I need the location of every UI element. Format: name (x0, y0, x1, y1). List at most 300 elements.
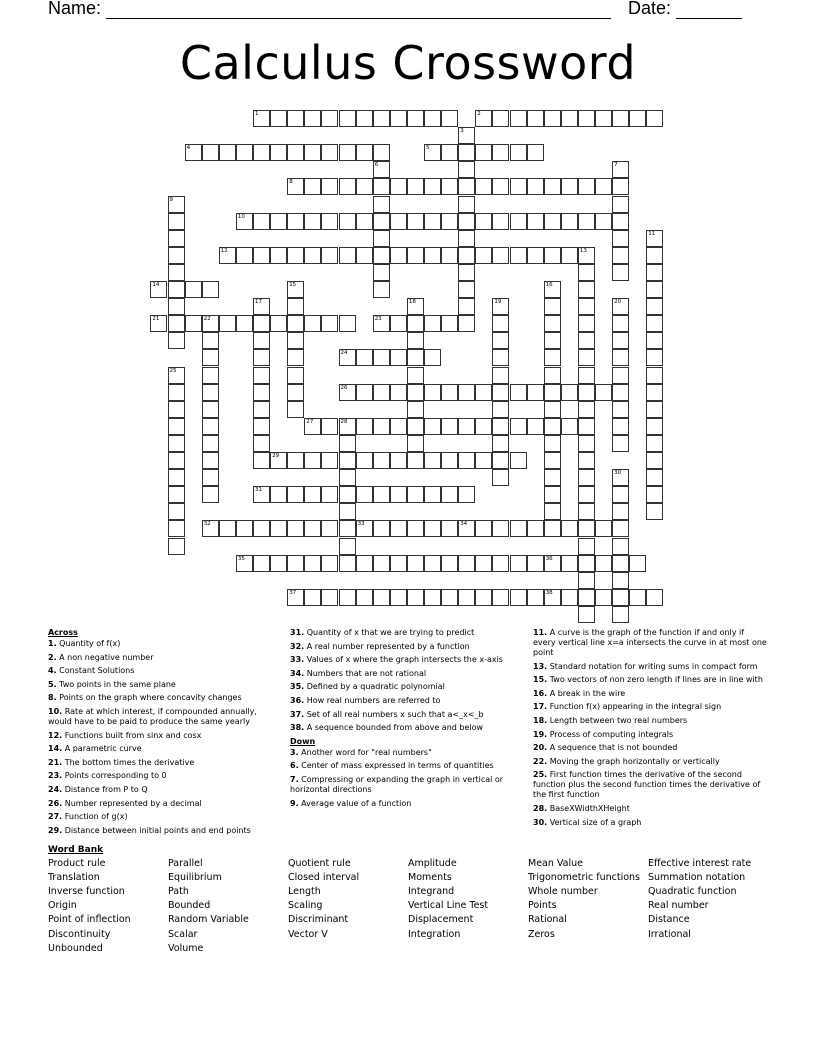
crossword-cell[interactable] (544, 384, 561, 401)
crossword-cell[interactable] (544, 401, 561, 418)
crossword-cell[interactable] (578, 418, 595, 435)
crossword-cell[interactable] (646, 469, 663, 486)
crossword-cell[interactable] (475, 589, 492, 606)
crossword-cell[interactable] (304, 247, 321, 264)
crossword-cell[interactable] (287, 384, 304, 401)
crossword-cell[interactable] (373, 349, 390, 366)
crossword-cell[interactable] (304, 418, 321, 435)
crossword-cell[interactable] (612, 298, 629, 315)
crossword-cell[interactable] (339, 178, 356, 195)
crossword-cell[interactable] (527, 213, 544, 230)
crossword-cell[interactable] (578, 520, 595, 537)
crossword-cell[interactable] (270, 213, 287, 230)
crossword-cell[interactable] (492, 315, 509, 332)
crossword-cell[interactable] (492, 589, 509, 606)
crossword-cell[interactable] (202, 452, 219, 469)
crossword-cell[interactable] (373, 264, 390, 281)
crossword-cell[interactable] (527, 555, 544, 572)
crossword-cell[interactable] (253, 435, 270, 452)
crossword-cell[interactable] (527, 178, 544, 195)
crossword-cell[interactable] (373, 315, 390, 332)
crossword-cell[interactable] (407, 435, 424, 452)
crossword-cell[interactable] (356, 144, 373, 161)
crossword-cell[interactable] (253, 213, 270, 230)
crossword-cell[interactable] (424, 110, 441, 127)
crossword-cell[interactable] (441, 144, 458, 161)
crossword-cell[interactable] (356, 213, 373, 230)
crossword-cell[interactable] (202, 281, 219, 298)
crossword-cell[interactable] (544, 418, 561, 435)
crossword-cell[interactable] (612, 435, 629, 452)
crossword-cell[interactable] (612, 606, 629, 623)
crossword-cell[interactable] (595, 213, 612, 230)
crossword-cell[interactable] (578, 589, 595, 606)
crossword-cell[interactable] (202, 315, 219, 332)
crossword-cell[interactable] (168, 196, 185, 213)
crossword-cell[interactable] (424, 486, 441, 503)
crossword-cell[interactable] (356, 589, 373, 606)
crossword-cell[interactable] (578, 538, 595, 555)
crossword-cell[interactable] (646, 435, 663, 452)
crossword-cell[interactable] (646, 315, 663, 332)
crossword-cell[interactable] (168, 247, 185, 264)
crossword-cell[interactable] (253, 401, 270, 418)
crossword-cell[interactable] (612, 230, 629, 247)
crossword-cell[interactable] (458, 520, 475, 537)
crossword-cell[interactable] (458, 264, 475, 281)
crossword-cell[interactable] (441, 555, 458, 572)
crossword-cell[interactable] (202, 349, 219, 366)
crossword-cell[interactable] (492, 110, 509, 127)
crossword-cell[interactable] (424, 349, 441, 366)
crossword-cell[interactable] (475, 384, 492, 401)
crossword-cell[interactable] (321, 178, 338, 195)
crossword-cell[interactable] (168, 230, 185, 247)
crossword-cell[interactable] (492, 247, 509, 264)
crossword-cell[interactable] (407, 452, 424, 469)
crossword-cell[interactable] (646, 110, 663, 127)
crossword-cell[interactable] (373, 247, 390, 264)
crossword-cell[interactable] (219, 144, 236, 161)
crossword-cell[interactable] (492, 144, 509, 161)
crossword-cell[interactable] (168, 401, 185, 418)
crossword-cell[interactable] (202, 418, 219, 435)
crossword-cell[interactable] (321, 452, 338, 469)
crossword-cell[interactable] (321, 213, 338, 230)
crossword-cell[interactable] (441, 178, 458, 195)
crossword-cell[interactable] (492, 213, 509, 230)
crossword-cell[interactable] (544, 247, 561, 264)
crossword-cell[interactable] (458, 452, 475, 469)
crossword-cell[interactable] (458, 281, 475, 298)
crossword-cell[interactable] (253, 384, 270, 401)
crossword-cell[interactable] (304, 520, 321, 537)
crossword-cell[interactable] (492, 298, 509, 315)
crossword-cell[interactable] (390, 178, 407, 195)
crossword-cell[interactable] (544, 315, 561, 332)
crossword-cell[interactable] (339, 555, 356, 572)
crossword-cell[interactable] (475, 178, 492, 195)
crossword-cell[interactable] (339, 144, 356, 161)
crossword-cell[interactable] (458, 298, 475, 315)
crossword-cell[interactable] (253, 555, 270, 572)
crossword-cell[interactable] (304, 178, 321, 195)
crossword-cell[interactable] (646, 247, 663, 264)
crossword-cell[interactable] (527, 110, 544, 127)
crossword-cell[interactable] (270, 247, 287, 264)
crossword-cell[interactable] (561, 520, 578, 537)
crossword-cell[interactable] (544, 589, 561, 606)
crossword-cell[interactable] (304, 486, 321, 503)
crossword-cell[interactable] (646, 384, 663, 401)
crossword-cell[interactable] (510, 110, 527, 127)
crossword-cell[interactable] (373, 384, 390, 401)
crossword-cell[interactable] (373, 555, 390, 572)
crossword-cell[interactable] (646, 486, 663, 503)
crossword-cell[interactable] (561, 418, 578, 435)
crossword-cell[interactable] (612, 503, 629, 520)
crossword-cell[interactable] (578, 332, 595, 349)
crossword-cell[interactable] (304, 555, 321, 572)
crossword-cell[interactable] (253, 520, 270, 537)
crossword-cell[interactable] (253, 298, 270, 315)
crossword-cell[interactable] (612, 401, 629, 418)
crossword-cell[interactable] (287, 555, 304, 572)
crossword-cell[interactable] (407, 520, 424, 537)
crossword-cell[interactable] (595, 589, 612, 606)
crossword-cell[interactable] (287, 110, 304, 127)
crossword-cell[interactable] (321, 589, 338, 606)
crossword-cell[interactable] (561, 110, 578, 127)
crossword-cell[interactable] (612, 418, 629, 435)
crossword-cell[interactable] (510, 520, 527, 537)
crossword-cell[interactable] (304, 452, 321, 469)
crossword-cell[interactable] (424, 589, 441, 606)
crossword-cell[interactable] (578, 213, 595, 230)
crossword-cell[interactable] (578, 264, 595, 281)
crossword-cell[interactable] (390, 555, 407, 572)
crossword-cell[interactable] (578, 469, 595, 486)
crossword-cell[interactable] (527, 418, 544, 435)
crossword-cell[interactable] (595, 520, 612, 537)
crossword-cell[interactable] (578, 298, 595, 315)
crossword-cell[interactable] (646, 298, 663, 315)
crossword-cell[interactable] (544, 486, 561, 503)
crossword-cell[interactable] (458, 230, 475, 247)
crossword-cell[interactable] (287, 144, 304, 161)
crossword-cell[interactable] (270, 110, 287, 127)
crossword-cell[interactable] (373, 196, 390, 213)
crossword-cell[interactable] (612, 332, 629, 349)
crossword-cell[interactable] (287, 281, 304, 298)
crossword-cell[interactable] (356, 520, 373, 537)
crossword-cell[interactable] (373, 589, 390, 606)
crossword-cell[interactable] (458, 161, 475, 178)
crossword-cell[interactable] (287, 247, 304, 264)
crossword-cell[interactable] (304, 315, 321, 332)
crossword-cell[interactable] (458, 144, 475, 161)
crossword-cell[interactable] (270, 555, 287, 572)
crossword-cell[interactable] (492, 452, 509, 469)
crossword-cell[interactable] (219, 315, 236, 332)
crossword-cell[interactable] (578, 384, 595, 401)
crossword-cell[interactable] (202, 469, 219, 486)
crossword-cell[interactable] (646, 401, 663, 418)
crossword-cell[interactable] (304, 110, 321, 127)
crossword-cell[interactable] (407, 332, 424, 349)
crossword-cell[interactable] (424, 213, 441, 230)
crossword-cell[interactable] (492, 367, 509, 384)
crossword-cell[interactable] (458, 127, 475, 144)
crossword-cell[interactable] (339, 435, 356, 452)
crossword-cell[interactable] (424, 247, 441, 264)
crossword-cell[interactable] (321, 110, 338, 127)
crossword-cell[interactable] (475, 452, 492, 469)
crossword-cell[interactable] (492, 384, 509, 401)
crossword-cell[interactable] (612, 349, 629, 366)
crossword-cell[interactable] (578, 367, 595, 384)
crossword-cell[interactable] (527, 144, 544, 161)
crossword-cell[interactable] (492, 520, 509, 537)
crossword-cell[interactable] (339, 486, 356, 503)
crossword-cell[interactable] (390, 349, 407, 366)
crossword-cell[interactable] (424, 178, 441, 195)
crossword-cell[interactable] (339, 384, 356, 401)
crossword-cell[interactable] (407, 349, 424, 366)
crossword-cell[interactable] (168, 264, 185, 281)
crossword-cell[interactable] (339, 418, 356, 435)
crossword-cell[interactable] (321, 315, 338, 332)
crossword-cell[interactable] (492, 469, 509, 486)
crossword-cell[interactable] (578, 401, 595, 418)
crossword-cell[interactable] (339, 589, 356, 606)
crossword-cell[interactable] (168, 452, 185, 469)
crossword-cell[interactable] (612, 110, 629, 127)
crossword-cell[interactable] (287, 589, 304, 606)
crossword-cell[interactable] (561, 247, 578, 264)
crossword-cell[interactable] (321, 520, 338, 537)
crossword-cell[interactable] (407, 401, 424, 418)
crossword-cell[interactable] (561, 555, 578, 572)
crossword-cell[interactable] (612, 520, 629, 537)
crossword-cell[interactable] (287, 452, 304, 469)
crossword-cell[interactable] (270, 520, 287, 537)
crossword-cell[interactable] (578, 486, 595, 503)
crossword-cell[interactable] (595, 178, 612, 195)
crossword-cell[interactable] (475, 144, 492, 161)
crossword-cell[interactable] (373, 213, 390, 230)
crossword-cell[interactable] (168, 503, 185, 520)
crossword-cell[interactable] (629, 589, 646, 606)
crossword-cell[interactable] (492, 418, 509, 435)
crossword-cell[interactable] (458, 213, 475, 230)
crossword-cell[interactable] (612, 486, 629, 503)
crossword-cell[interactable] (304, 213, 321, 230)
crossword-cell[interactable] (356, 178, 373, 195)
crossword-cell[interactable] (253, 452, 270, 469)
crossword-cell[interactable] (373, 486, 390, 503)
crossword-cell[interactable] (492, 555, 509, 572)
crossword-cell[interactable] (544, 298, 561, 315)
crossword-cell[interactable] (458, 196, 475, 213)
crossword-cell[interactable] (612, 469, 629, 486)
crossword-cell[interactable] (578, 572, 595, 589)
crossword-cell[interactable] (373, 161, 390, 178)
crossword-cell[interactable] (458, 247, 475, 264)
crossword-cell[interactable] (321, 486, 338, 503)
crossword-cell[interactable] (168, 418, 185, 435)
crossword-cell[interactable] (407, 555, 424, 572)
crossword-cell[interactable] (236, 144, 253, 161)
crossword-cell[interactable] (356, 555, 373, 572)
crossword-cell[interactable] (168, 298, 185, 315)
crossword-cell[interactable] (168, 315, 185, 332)
crossword-cell[interactable] (561, 589, 578, 606)
crossword-cell[interactable] (219, 247, 236, 264)
crossword-cell[interactable] (356, 452, 373, 469)
crossword-cell[interactable] (544, 213, 561, 230)
crossword-cell[interactable] (612, 555, 629, 572)
crossword-cell[interactable] (544, 281, 561, 298)
crossword-cell[interactable] (287, 349, 304, 366)
crossword-cell[interactable] (287, 178, 304, 195)
crossword-cell[interactable] (424, 452, 441, 469)
crossword-cell[interactable] (492, 435, 509, 452)
crossword-cell[interactable] (646, 418, 663, 435)
crossword-cell[interactable] (578, 110, 595, 127)
crossword-cell[interactable] (595, 110, 612, 127)
crossword-cell[interactable] (253, 110, 270, 127)
crossword-cell[interactable] (339, 213, 356, 230)
crossword-cell[interactable] (236, 213, 253, 230)
crossword-cell[interactable] (424, 418, 441, 435)
crossword-cell[interactable] (236, 315, 253, 332)
crossword-cell[interactable] (612, 247, 629, 264)
crossword-cell[interactable] (458, 589, 475, 606)
crossword-cell[interactable] (441, 384, 458, 401)
crossword-cell[interactable] (612, 196, 629, 213)
crossword-cell[interactable] (544, 110, 561, 127)
crossword-cell[interactable] (578, 315, 595, 332)
crossword-cell[interactable] (510, 452, 527, 469)
crossword-cell[interactable] (253, 486, 270, 503)
crossword-cell[interactable] (202, 435, 219, 452)
crossword-cell[interactable] (356, 110, 373, 127)
crossword-cell[interactable] (475, 213, 492, 230)
crossword-cell[interactable] (561, 178, 578, 195)
crossword-cell[interactable] (458, 418, 475, 435)
crossword-cell[interactable] (339, 315, 356, 332)
crossword-cell[interactable] (202, 144, 219, 161)
crossword-cell[interactable] (168, 384, 185, 401)
crossword-cell[interactable] (202, 486, 219, 503)
crossword-cell[interactable] (458, 178, 475, 195)
crossword-cell[interactable] (185, 144, 202, 161)
crossword-cell[interactable] (202, 367, 219, 384)
crossword-cell[interactable] (578, 503, 595, 520)
crossword-cell[interactable] (612, 367, 629, 384)
crossword-cell[interactable] (441, 520, 458, 537)
crossword-cell[interactable] (475, 247, 492, 264)
crossword-cell[interactable] (339, 538, 356, 555)
crossword-cell[interactable] (646, 264, 663, 281)
crossword-cell[interactable] (168, 281, 185, 298)
crossword-cell[interactable] (527, 589, 544, 606)
crossword-cell[interactable] (441, 418, 458, 435)
crossword-cell[interactable] (287, 401, 304, 418)
crossword-cell[interactable] (356, 486, 373, 503)
crossword-cell[interactable] (544, 435, 561, 452)
crossword-cell[interactable] (441, 247, 458, 264)
crossword-cell[interactable] (407, 110, 424, 127)
crossword-cell[interactable] (646, 349, 663, 366)
crossword-cell[interactable] (578, 555, 595, 572)
crossword-cell[interactable] (441, 110, 458, 127)
crossword-cell[interactable] (646, 281, 663, 298)
crossword-cell[interactable] (407, 384, 424, 401)
crossword-cell[interactable] (390, 486, 407, 503)
crossword-cell[interactable] (356, 384, 373, 401)
crossword-cell[interactable] (373, 110, 390, 127)
crossword-cell[interactable] (458, 555, 475, 572)
crossword-cell[interactable] (458, 315, 475, 332)
crossword-cell[interactable] (510, 178, 527, 195)
crossword-cell[interactable] (629, 110, 646, 127)
crossword-cell[interactable] (373, 178, 390, 195)
crossword-cell[interactable] (236, 555, 253, 572)
crossword-cell[interactable] (407, 247, 424, 264)
crossword-cell[interactable] (612, 384, 629, 401)
crossword-cell[interactable] (475, 418, 492, 435)
crossword-cell[interactable] (321, 144, 338, 161)
crossword-cell[interactable] (219, 520, 236, 537)
crossword-cell[interactable] (475, 110, 492, 127)
crossword-cell[interactable] (510, 247, 527, 264)
crossword-cell[interactable] (390, 418, 407, 435)
crossword-cell[interactable] (270, 144, 287, 161)
crossword-cell[interactable] (510, 418, 527, 435)
crossword-cell[interactable] (475, 520, 492, 537)
crossword-cell[interactable] (544, 520, 561, 537)
crossword-cell[interactable] (561, 213, 578, 230)
crossword-cell[interactable] (287, 367, 304, 384)
crossword-cell[interactable] (646, 367, 663, 384)
crossword-cell[interactable] (510, 384, 527, 401)
crossword-cell[interactable] (578, 178, 595, 195)
crossword-cell[interactable] (185, 281, 202, 298)
crossword-cell[interactable] (373, 230, 390, 247)
crossword-cell[interactable] (646, 589, 663, 606)
crossword-cell[interactable] (578, 349, 595, 366)
crossword-cell[interactable] (578, 452, 595, 469)
crossword-cell[interactable] (168, 469, 185, 486)
crossword-cell[interactable] (185, 315, 202, 332)
crossword-cell[interactable] (561, 384, 578, 401)
crossword-cell[interactable] (168, 538, 185, 555)
crossword-cell[interactable] (321, 247, 338, 264)
crossword-cell[interactable] (168, 367, 185, 384)
crossword-cell[interactable] (373, 520, 390, 537)
crossword-cell[interactable] (646, 332, 663, 349)
crossword-cell[interactable] (510, 213, 527, 230)
crossword-cell[interactable] (612, 589, 629, 606)
crossword-cell[interactable] (544, 332, 561, 349)
crossword-cell[interactable] (270, 315, 287, 332)
crossword-cell[interactable] (168, 213, 185, 230)
crossword-cell[interactable] (321, 418, 338, 435)
crossword-cell[interactable] (441, 213, 458, 230)
crossword-cell[interactable] (407, 589, 424, 606)
